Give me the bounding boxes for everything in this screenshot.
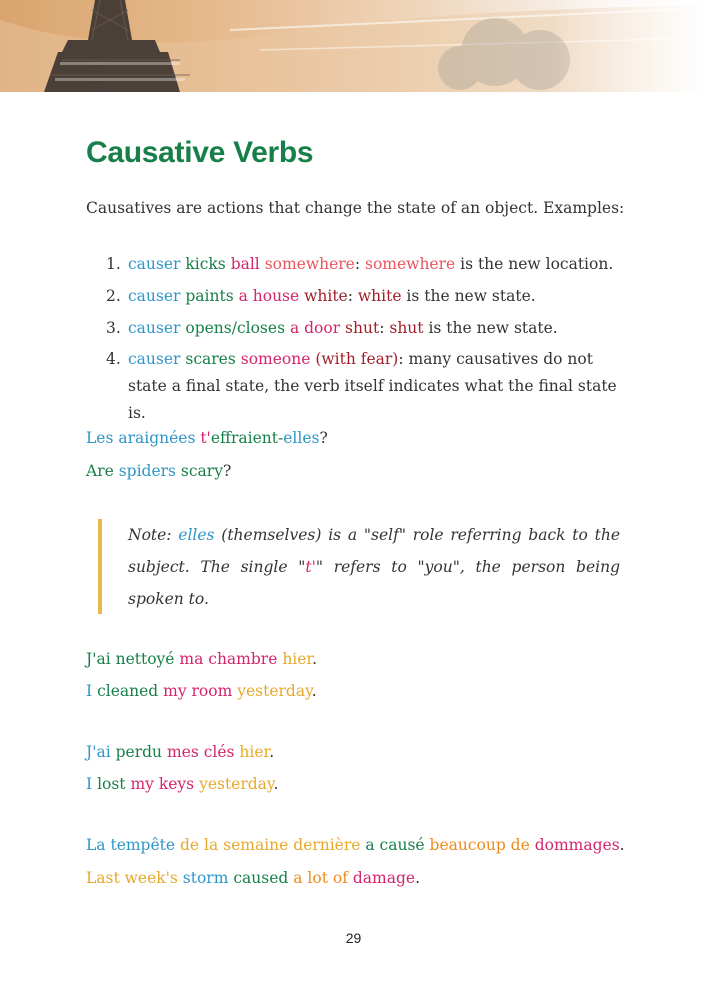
page-title: Causative Verbs <box>86 136 314 169</box>
note-callout <box>98 519 620 614</box>
list-number: 1. <box>106 255 121 273</box>
header-eiffel-tower-image <box>0 0 707 92</box>
intro-paragraph: Causatives are actions that change the state of an object. Examples: <box>86 199 625 217</box>
english-sentence: I cleaned my room yesterday. <box>86 682 317 700</box>
english-sentence: Last week's storm caused a lot of damage. <box>86 869 420 887</box>
french-sentence: Les araignées t'effraient-elles? <box>86 429 328 447</box>
list-number: 4. <box>106 350 121 368</box>
list-item: 1. causer kicks ball somewhere: somewhere is the new location. <box>128 248 628 280</box>
english-sentence: I lost my keys yesterday. <box>86 775 279 793</box>
list-item: 3. causer opens/closes a door shut: shut is the new state. <box>128 312 628 344</box>
french-sentence: La tempête de la semaine dernière a causé beaucoup de dommages. <box>86 836 625 854</box>
examples-list <box>106 248 628 427</box>
list-number: 3. <box>106 319 121 337</box>
eiffel-tower-illustration <box>0 0 707 92</box>
list-number: 2. <box>106 287 121 305</box>
english-sentence: Are spiders scary? <box>86 462 232 480</box>
list-item: 2. causer paints a house white: white is the new state. <box>128 280 628 312</box>
french-sentence: J'ai nettoyé ma chambre hier. <box>86 650 318 668</box>
list-item: 4. causer scares someone (with fear): many causatives do not state a final state, the verb itself indicates what the final state is. <box>128 346 628 427</box>
note-text: Note: elles (themselves) is a "self" role referring back to the subject. The single "t'" refers to "you", the person being spoken to. <box>128 526 620 608</box>
french-sentence: J'ai perdu mes clés hier. <box>86 743 275 761</box>
page-number: 29 <box>345 930 362 946</box>
